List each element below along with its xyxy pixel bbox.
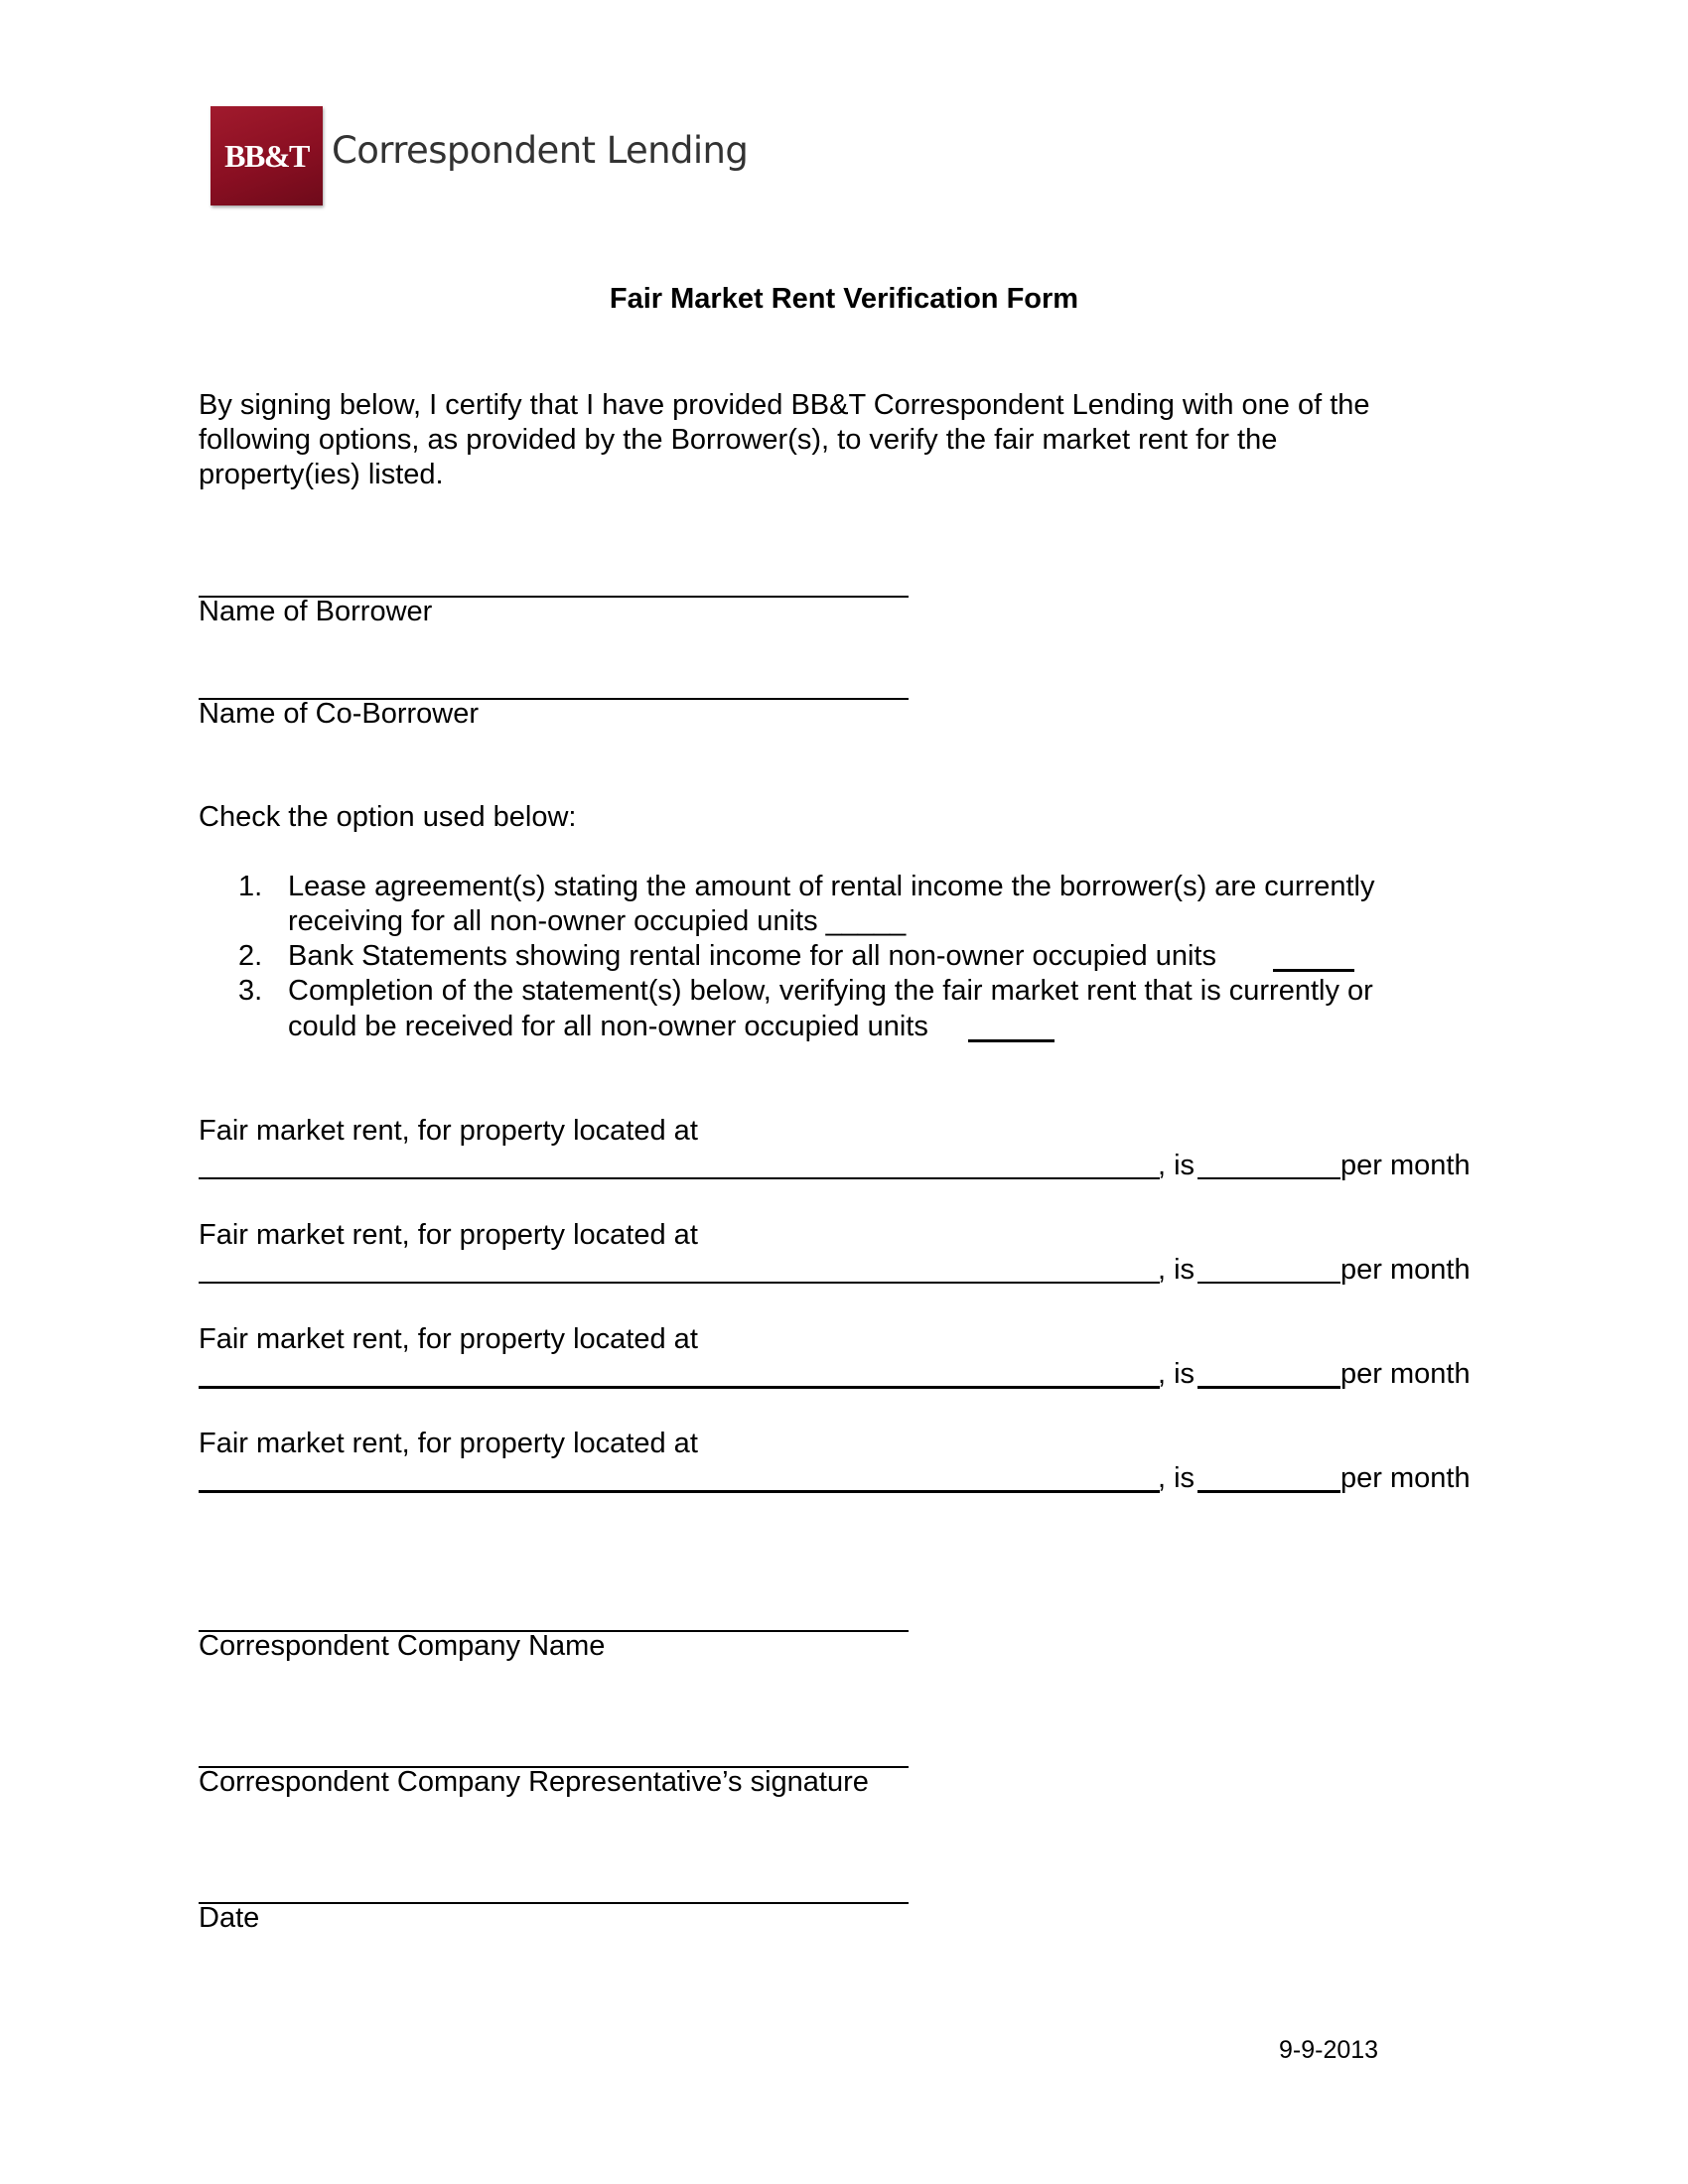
option-1-blank[interactable]: _____ bbox=[825, 905, 907, 937]
rent-statement-4-label: Fair market rent, for property located at bbox=[199, 1428, 698, 1459]
co-borrower-name-label: Name of Co-Borrower bbox=[199, 698, 480, 730]
option-2-number: 2. bbox=[238, 940, 263, 972]
option-1-line-1: Lease agreement(s) stating the amount of rental income the borrower(s) are currently bbox=[288, 871, 1375, 902]
date-label: Date bbox=[199, 1902, 260, 1934]
option-2-line-1: Bank Statements showing rental income for all non-owner occupied units bbox=[288, 940, 1216, 972]
option-3-line-1: Completion of the statement(s) below, verifying the fair market rent that is currently or bbox=[288, 975, 1373, 1007]
option-3-number: 3. bbox=[238, 975, 263, 1007]
rent-statement-2-is: , is bbox=[1158, 1254, 1196, 1286]
logo-wordmark: Correspondent Lending bbox=[332, 129, 749, 172]
intro-line-3: property(ies) listed. bbox=[199, 459, 444, 490]
intro-line-1: By signing below, I certify that I have provided BB&T Correspondent Lending with one of the bbox=[199, 389, 1370, 421]
representative-signature-label: Correspondent Company Representative’s signature bbox=[199, 1766, 869, 1798]
rent-statement-1-address-line[interactable] bbox=[199, 1177, 1160, 1179]
rent-statement-1-label: Fair market rent, for property located at bbox=[199, 1115, 698, 1147]
rent-statement-3-address-line[interactable] bbox=[199, 1386, 1160, 1389]
form-title: Fair Market Rent Verification Form bbox=[609, 283, 1079, 315]
rent-statement-2-amount-line[interactable] bbox=[1197, 1282, 1340, 1284]
rent-statement-4-amount-line[interactable] bbox=[1197, 1490, 1340, 1493]
option-2-check-blank[interactable] bbox=[1273, 969, 1354, 972]
rent-statement-3-amount-line[interactable] bbox=[1197, 1386, 1340, 1389]
rent-statement-2-label: Fair market rent, for property located at bbox=[199, 1219, 698, 1251]
logo-mark-text: BB&T bbox=[224, 137, 309, 174]
rent-statement-1-is: , is bbox=[1158, 1150, 1196, 1181]
intro-line-2: following options, as provided by the Borrower(s), to verify the fair market rent for the bbox=[199, 424, 1278, 456]
rent-statement-3-label: Fair market rent, for property located at bbox=[199, 1323, 698, 1355]
rent-statement-1-per-month: per month bbox=[1340, 1150, 1471, 1181]
option-3-check-blank[interactable] bbox=[968, 1039, 1055, 1042]
date-line[interactable] bbox=[199, 1902, 909, 1904]
option-1-number: 1. bbox=[238, 871, 263, 902]
rent-statement-3-is: , is bbox=[1158, 1358, 1196, 1390]
option-1-line-2 bbox=[288, 903, 906, 939]
footer-revision-date: 9-9-2013 bbox=[1279, 2036, 1379, 2064]
check-option-heading: Check the option used below: bbox=[199, 801, 577, 833]
rent-statement-2-per-month: per month bbox=[1340, 1254, 1471, 1286]
rent-statement-4-address-line[interactable] bbox=[199, 1490, 1160, 1493]
company-name-label: Correspondent Company Name bbox=[199, 1630, 606, 1662]
rent-statement-3-per-month: per month bbox=[1340, 1358, 1471, 1390]
rent-statement-1-amount-line[interactable] bbox=[1197, 1177, 1340, 1179]
option-3-line-2: could be received for all non-owner occupied units bbox=[288, 1011, 928, 1042]
rent-statement-4-per-month: per month bbox=[1340, 1462, 1471, 1494]
rent-statement-4-is: , is bbox=[1158, 1462, 1196, 1494]
option-1-text: receiving for all non-owner occupied units bbox=[288, 905, 818, 937]
rent-statement-2-address-line[interactable] bbox=[199, 1282, 1160, 1284]
borrower-name-label: Name of Borrower bbox=[199, 596, 433, 627]
bbt-logo-mark bbox=[211, 106, 323, 205]
